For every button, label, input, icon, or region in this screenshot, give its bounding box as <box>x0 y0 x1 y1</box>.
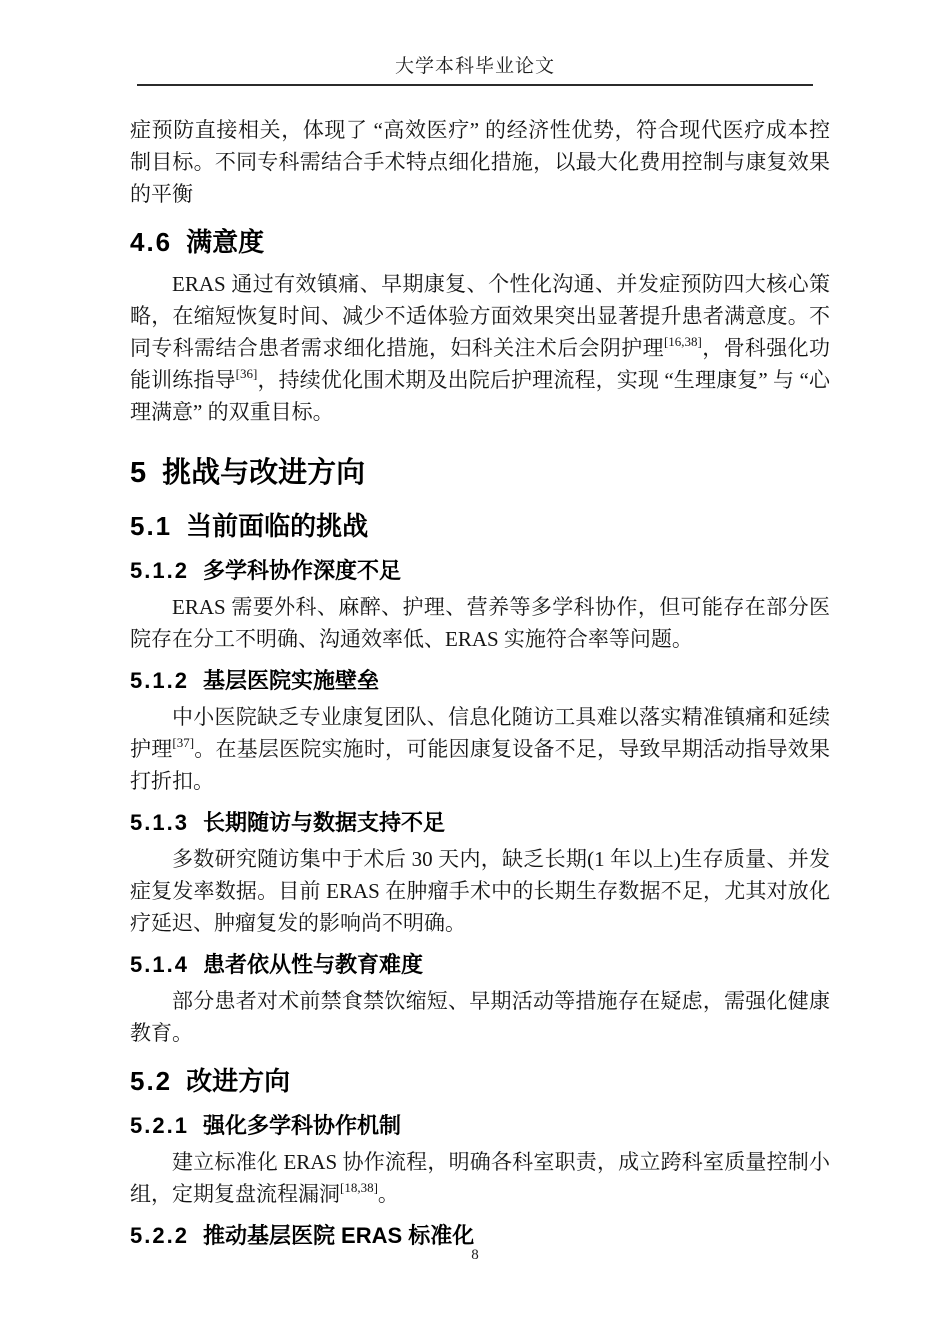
reference-superscript: [37] <box>172 735 195 750</box>
heading-number: 5.2.2 <box>130 1223 189 1248</box>
reference-superscript: [16,38] <box>663 334 702 349</box>
heading-h3 <box>130 556 830 586</box>
heading-text: 当前面临的挑战 <box>186 511 369 541</box>
heading-h3 <box>130 1111 830 1141</box>
heading-h1 <box>130 452 830 494</box>
paragraph: 部分患者对术前禁食禁饮缩短、早期活动等措施存在疑虑，需强化健康教育。 <box>130 989 830 1045</box>
running-header-title: 大学本科毕业论文 <box>394 56 555 77</box>
heading-text: 挑战与改进方向 <box>162 457 366 489</box>
heading-h2 <box>130 1062 830 1100</box>
heading-number: 5.1 <box>130 511 173 541</box>
heading-text: 满意度 <box>186 227 265 257</box>
heading-number: 5.1.2 <box>130 668 189 693</box>
heading-number: 4.6 <box>130 227 173 257</box>
paragraph: 建立标准化 ERAS 协作流程，明确各科室职责，成立跨科室质量控制小组，定期复盘流程漏洞[18,38]。 <box>130 1150 830 1206</box>
heading-text: 基层医院实施壁垒 <box>202 668 379 693</box>
heading-text: 推动基层医院 ERAS 标准化 <box>202 1223 475 1248</box>
heading-number: 5.1.2 <box>130 558 189 583</box>
reference-superscript: [18,38] <box>340 1180 378 1195</box>
paragraph: 多数研究随访集中于术后 30 天内，缺乏长期(1 年以上)生存质量、并发症复发率数据。目前 ERAS 在肿瘤手术中的长期生存数据不足，尤其对放化疗延迟、肿瘤复发的影响尚不明确。 <box>130 847 830 935</box>
heading-text: 患者依从性与教育难度 <box>202 952 423 977</box>
heading-h3 <box>130 666 830 696</box>
heading-text: 强化多学科协作机制 <box>202 1113 401 1138</box>
heading-number: 5.2 <box>130 1066 173 1096</box>
heading-number: 5.2.1 <box>130 1113 189 1138</box>
heading-h2 <box>130 223 830 261</box>
reference-superscript: [36] <box>235 366 258 381</box>
page-header <box>0 0 950 86</box>
heading-h2 <box>130 507 830 545</box>
heading-h3 <box>130 808 830 838</box>
heading-h3 <box>130 950 830 980</box>
heading-text: 长期随访与数据支持不足 <box>202 810 445 835</box>
paragraph: 症预防直接相关，体现了 “高效医疗” 的经济性优势，符合现代医疗成本控制目标。不同专科需结合手术特点细化措施，以最大化费用控制与康复效果的平衡 <box>130 118 830 206</box>
paragraph: ERAS 需要外科、麻醉、护理、营养等多学科协作，但可能存在部分医院存在分工不明确、沟通效率低、ERAS 实施符合率等问题。 <box>130 595 830 651</box>
page-number: 8 <box>471 1247 479 1263</box>
heading-text: 改进方向 <box>186 1066 291 1096</box>
header-rule <box>137 84 813 86</box>
paragraph: ERAS 通过有效镇痛、早期康复、个性化沟通、并发症预防四大核心策略，在缩短恢复时间、减少不适体验方面效果突出显著提升患者满意度。不同专科需结合患者需求细化措施，妇科关注术后会阴护理[16,38]，骨科强化功能训练指导[36]，持续优化围术期及出院后护理流程，实现 “生理康复” 与 “心理满意” 的双重目标。 <box>130 272 831 424</box>
heading-number: 5.1.3 <box>130 810 189 835</box>
document-body <box>130 114 830 1251</box>
paragraph: 中小医院缺乏专业康复团队、信息化随访工具难以落实精准镇痛和延续护理[37]。在基层医院实施时，可能因康复设备不足，导致早期活动指导效果打折扣。 <box>130 705 831 793</box>
heading-number: 5 <box>130 457 149 489</box>
heading-text: 多学科协作深度不足 <box>202 558 401 583</box>
page-footer <box>0 1247 950 1264</box>
heading-number: 5.1.4 <box>130 952 189 977</box>
